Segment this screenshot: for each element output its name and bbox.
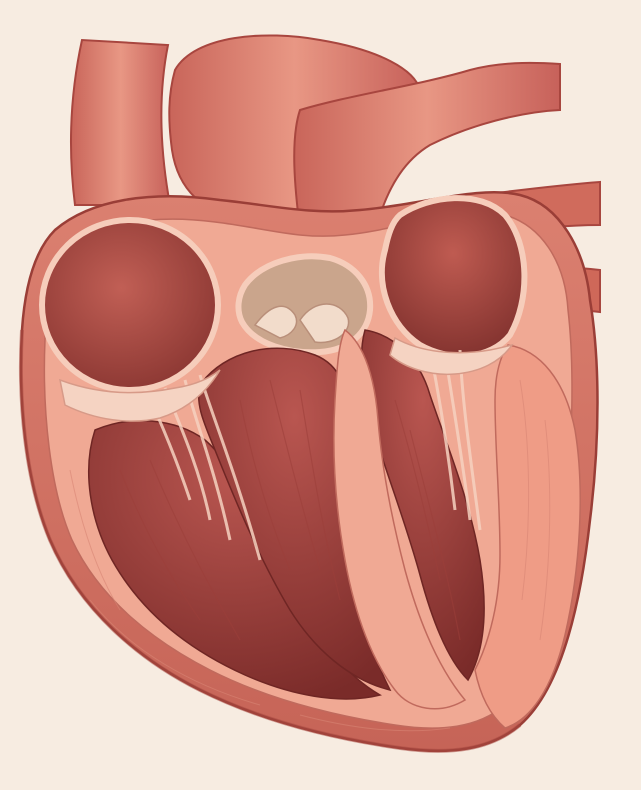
right-atrium bbox=[42, 220, 218, 390]
left-atrium bbox=[382, 198, 525, 356]
superior-vena-cava bbox=[71, 40, 170, 205]
